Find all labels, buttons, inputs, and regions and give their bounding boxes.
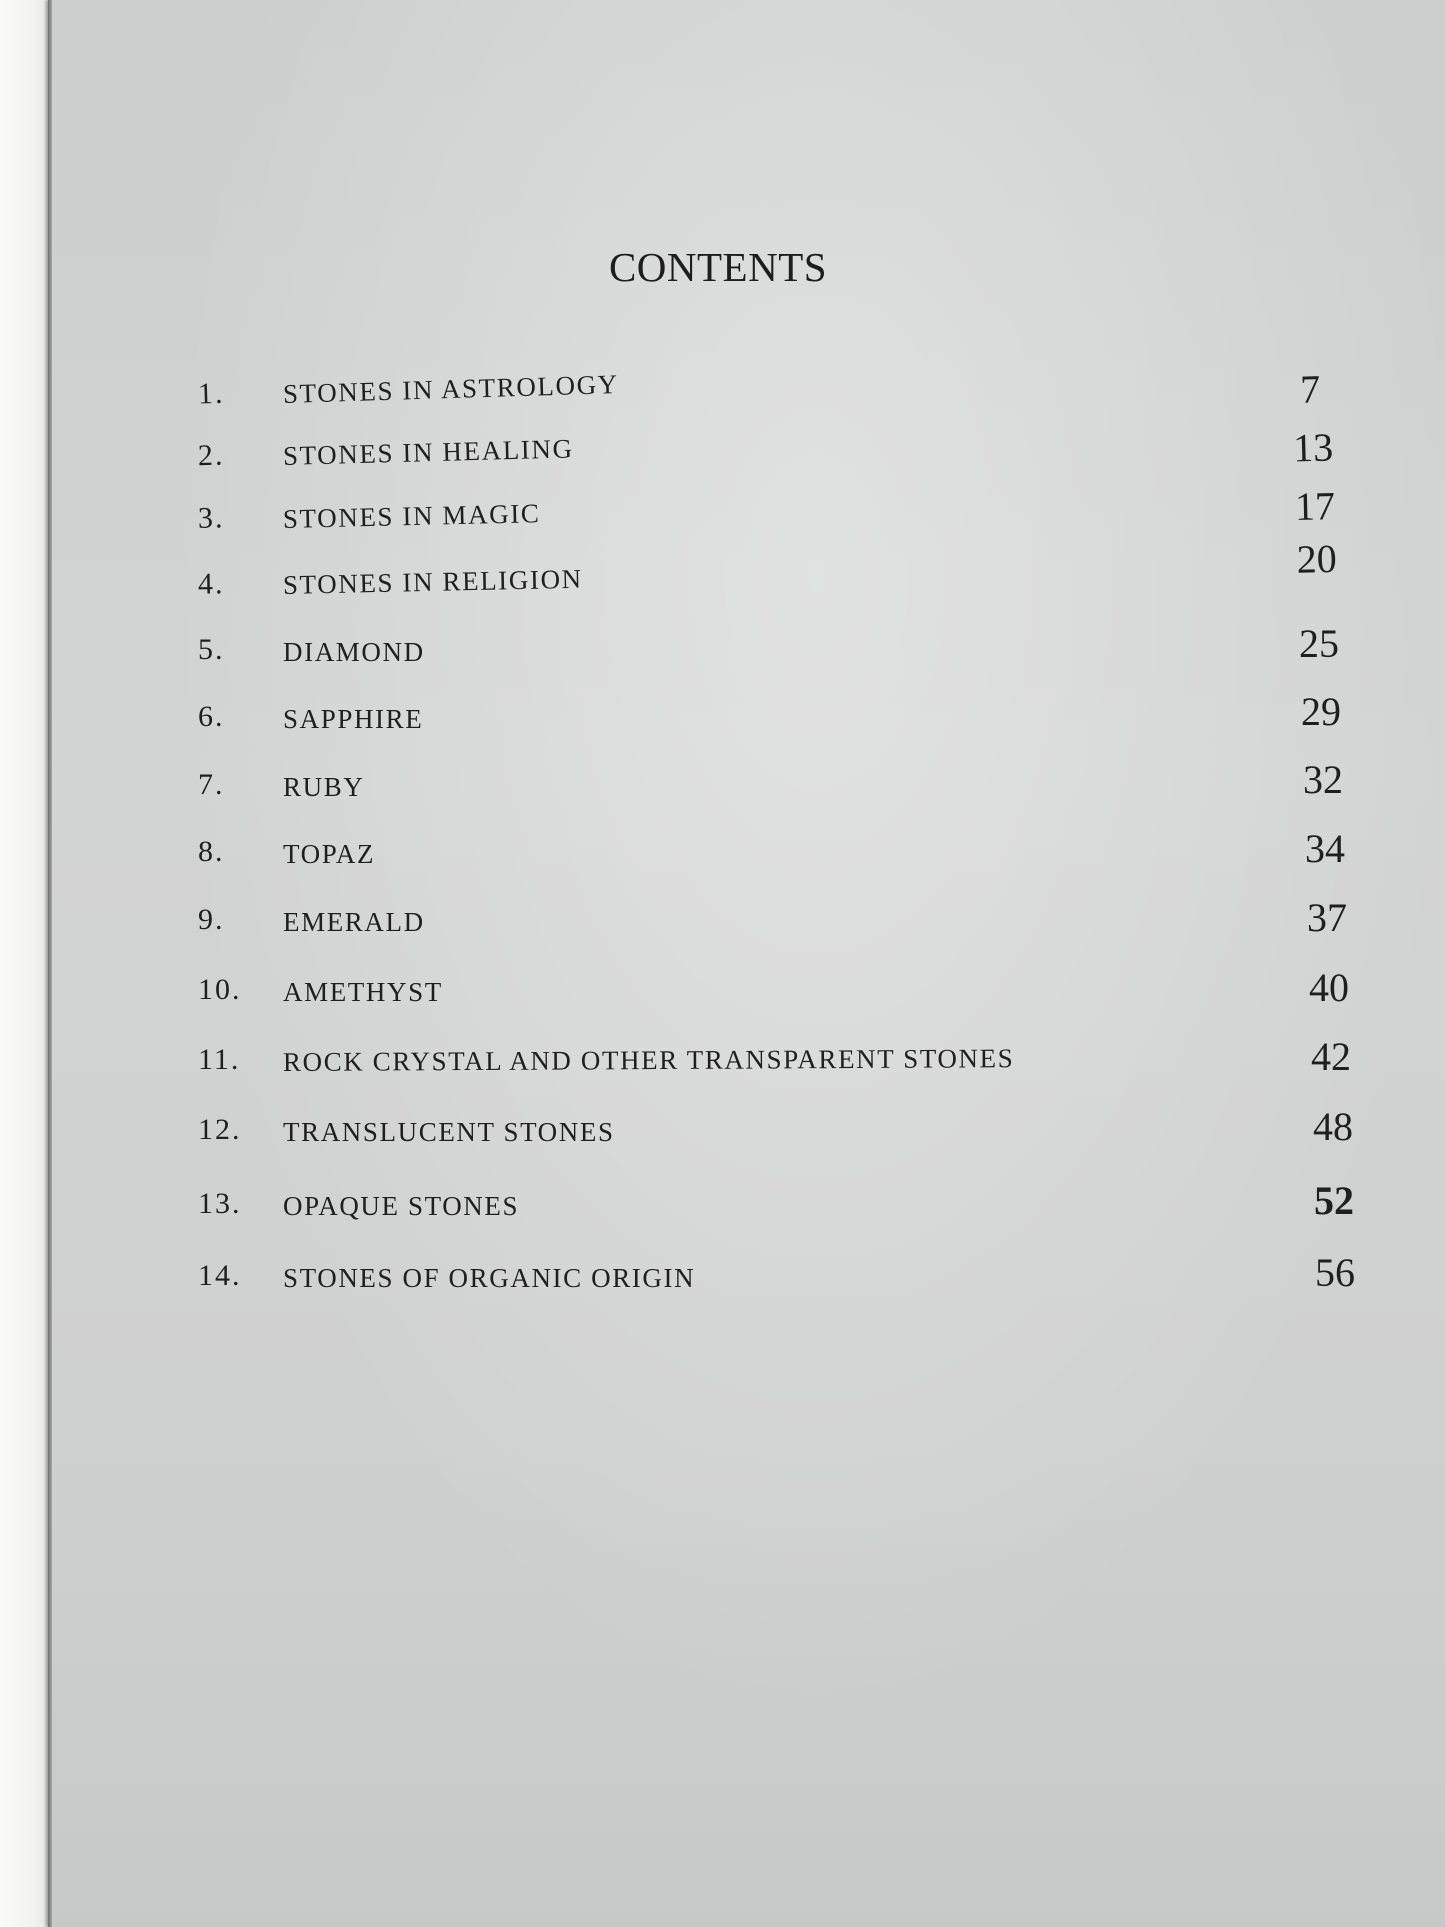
toc-entry [48, 1250, 1445, 1303]
toc-entry-title: STONES OF ORGANIC ORIGIN [283, 1263, 696, 1293]
toc-entry-number: 13. [198, 1187, 242, 1220]
toc-entry-page: 37 [1307, 895, 1347, 940]
toc-entry [48, 535, 1445, 615]
toc-entry-page: 42 [1311, 1034, 1351, 1079]
toc-entry-number: 10. [198, 973, 242, 1006]
toc-entry-title: OPAQUE STONES [283, 1191, 520, 1221]
toc-entry-number: 1. [197, 376, 225, 411]
toc-entry-number: 5. [198, 633, 225, 666]
toc-entry [48, 826, 1445, 879]
book-page [48, 0, 1445, 1927]
toc-entry-page: 34 [1305, 826, 1345, 871]
toc-entry-number: 14. [198, 1259, 242, 1292]
toc-entry-title: STONES IN HEALING [282, 433, 574, 471]
toc-entry [48, 757, 1445, 812]
toc-entry-number: 11. [198, 1043, 241, 1076]
toc-entry-page: 52 [1314, 1178, 1354, 1223]
toc-entry-page: 13 [1292, 424, 1334, 471]
toc-entry-number: 9. [198, 903, 225, 936]
toc-entry-page: 7 [1299, 366, 1321, 412]
toc-entry-number: 6. [198, 700, 225, 733]
toc-entry [48, 895, 1445, 947]
toc-entry-page: 29 [1301, 689, 1341, 734]
toc-entry [48, 1034, 1445, 1087]
toc-entry-title: STONES IN RELIGION [282, 563, 584, 600]
toc-entry-page: 25 [1299, 621, 1339, 666]
toc-entry-number: 3. [197, 501, 225, 535]
toc-entry-number: 4. [197, 567, 225, 601]
toc-entry-title: SAPPHIRE [283, 704, 424, 734]
toc-entry-page: 20 [1296, 535, 1338, 582]
toc-entry [48, 1104, 1445, 1157]
toc-entry-page: 40 [1309, 965, 1349, 1010]
contents-heading: CONTENTS [608, 244, 828, 290]
toc-entry-page: 56 [1315, 1250, 1355, 1295]
toc-entry [48, 621, 1445, 677]
toc-entry-title: STONES IN ASTROLOGY [282, 369, 620, 409]
toc-entry-number: 2. [197, 438, 225, 473]
toc-entry-title: TOPAZ [283, 839, 376, 869]
toc-entry-title: ROCK CRYSTAL AND OTHER TRANSPARENT STONES [282, 1043, 1015, 1077]
toc-entry-title: AMETHYST [283, 977, 443, 1007]
toc-entry-title: TRANSLUCENT STONES [283, 1117, 615, 1147]
toc-entry-page: 48 [1313, 1104, 1353, 1149]
toc-entry [48, 1178, 1445, 1231]
toc-entry [48, 474, 1445, 550]
toc-entry-page: 32 [1303, 757, 1343, 802]
toc-entry-number: 8. [198, 835, 225, 868]
toc-entry-title: DIAMOND [283, 637, 425, 667]
toc-entry [48, 689, 1445, 744]
toc-entry-title: RUBY [283, 772, 365, 802]
toc-list [48, 0, 1445, 1927]
toc-entry-number: 12. [198, 1113, 242, 1146]
toc-entry-title: EMERALD [283, 907, 425, 937]
toc-entry [48, 965, 1445, 1017]
toc-entry-page: 17 [1294, 483, 1336, 530]
toc-entry-title: STONES IN MAGIC [282, 498, 541, 534]
toc-entry-number: 7. [198, 768, 225, 801]
adjacent-page-edge [0, 0, 52, 1927]
